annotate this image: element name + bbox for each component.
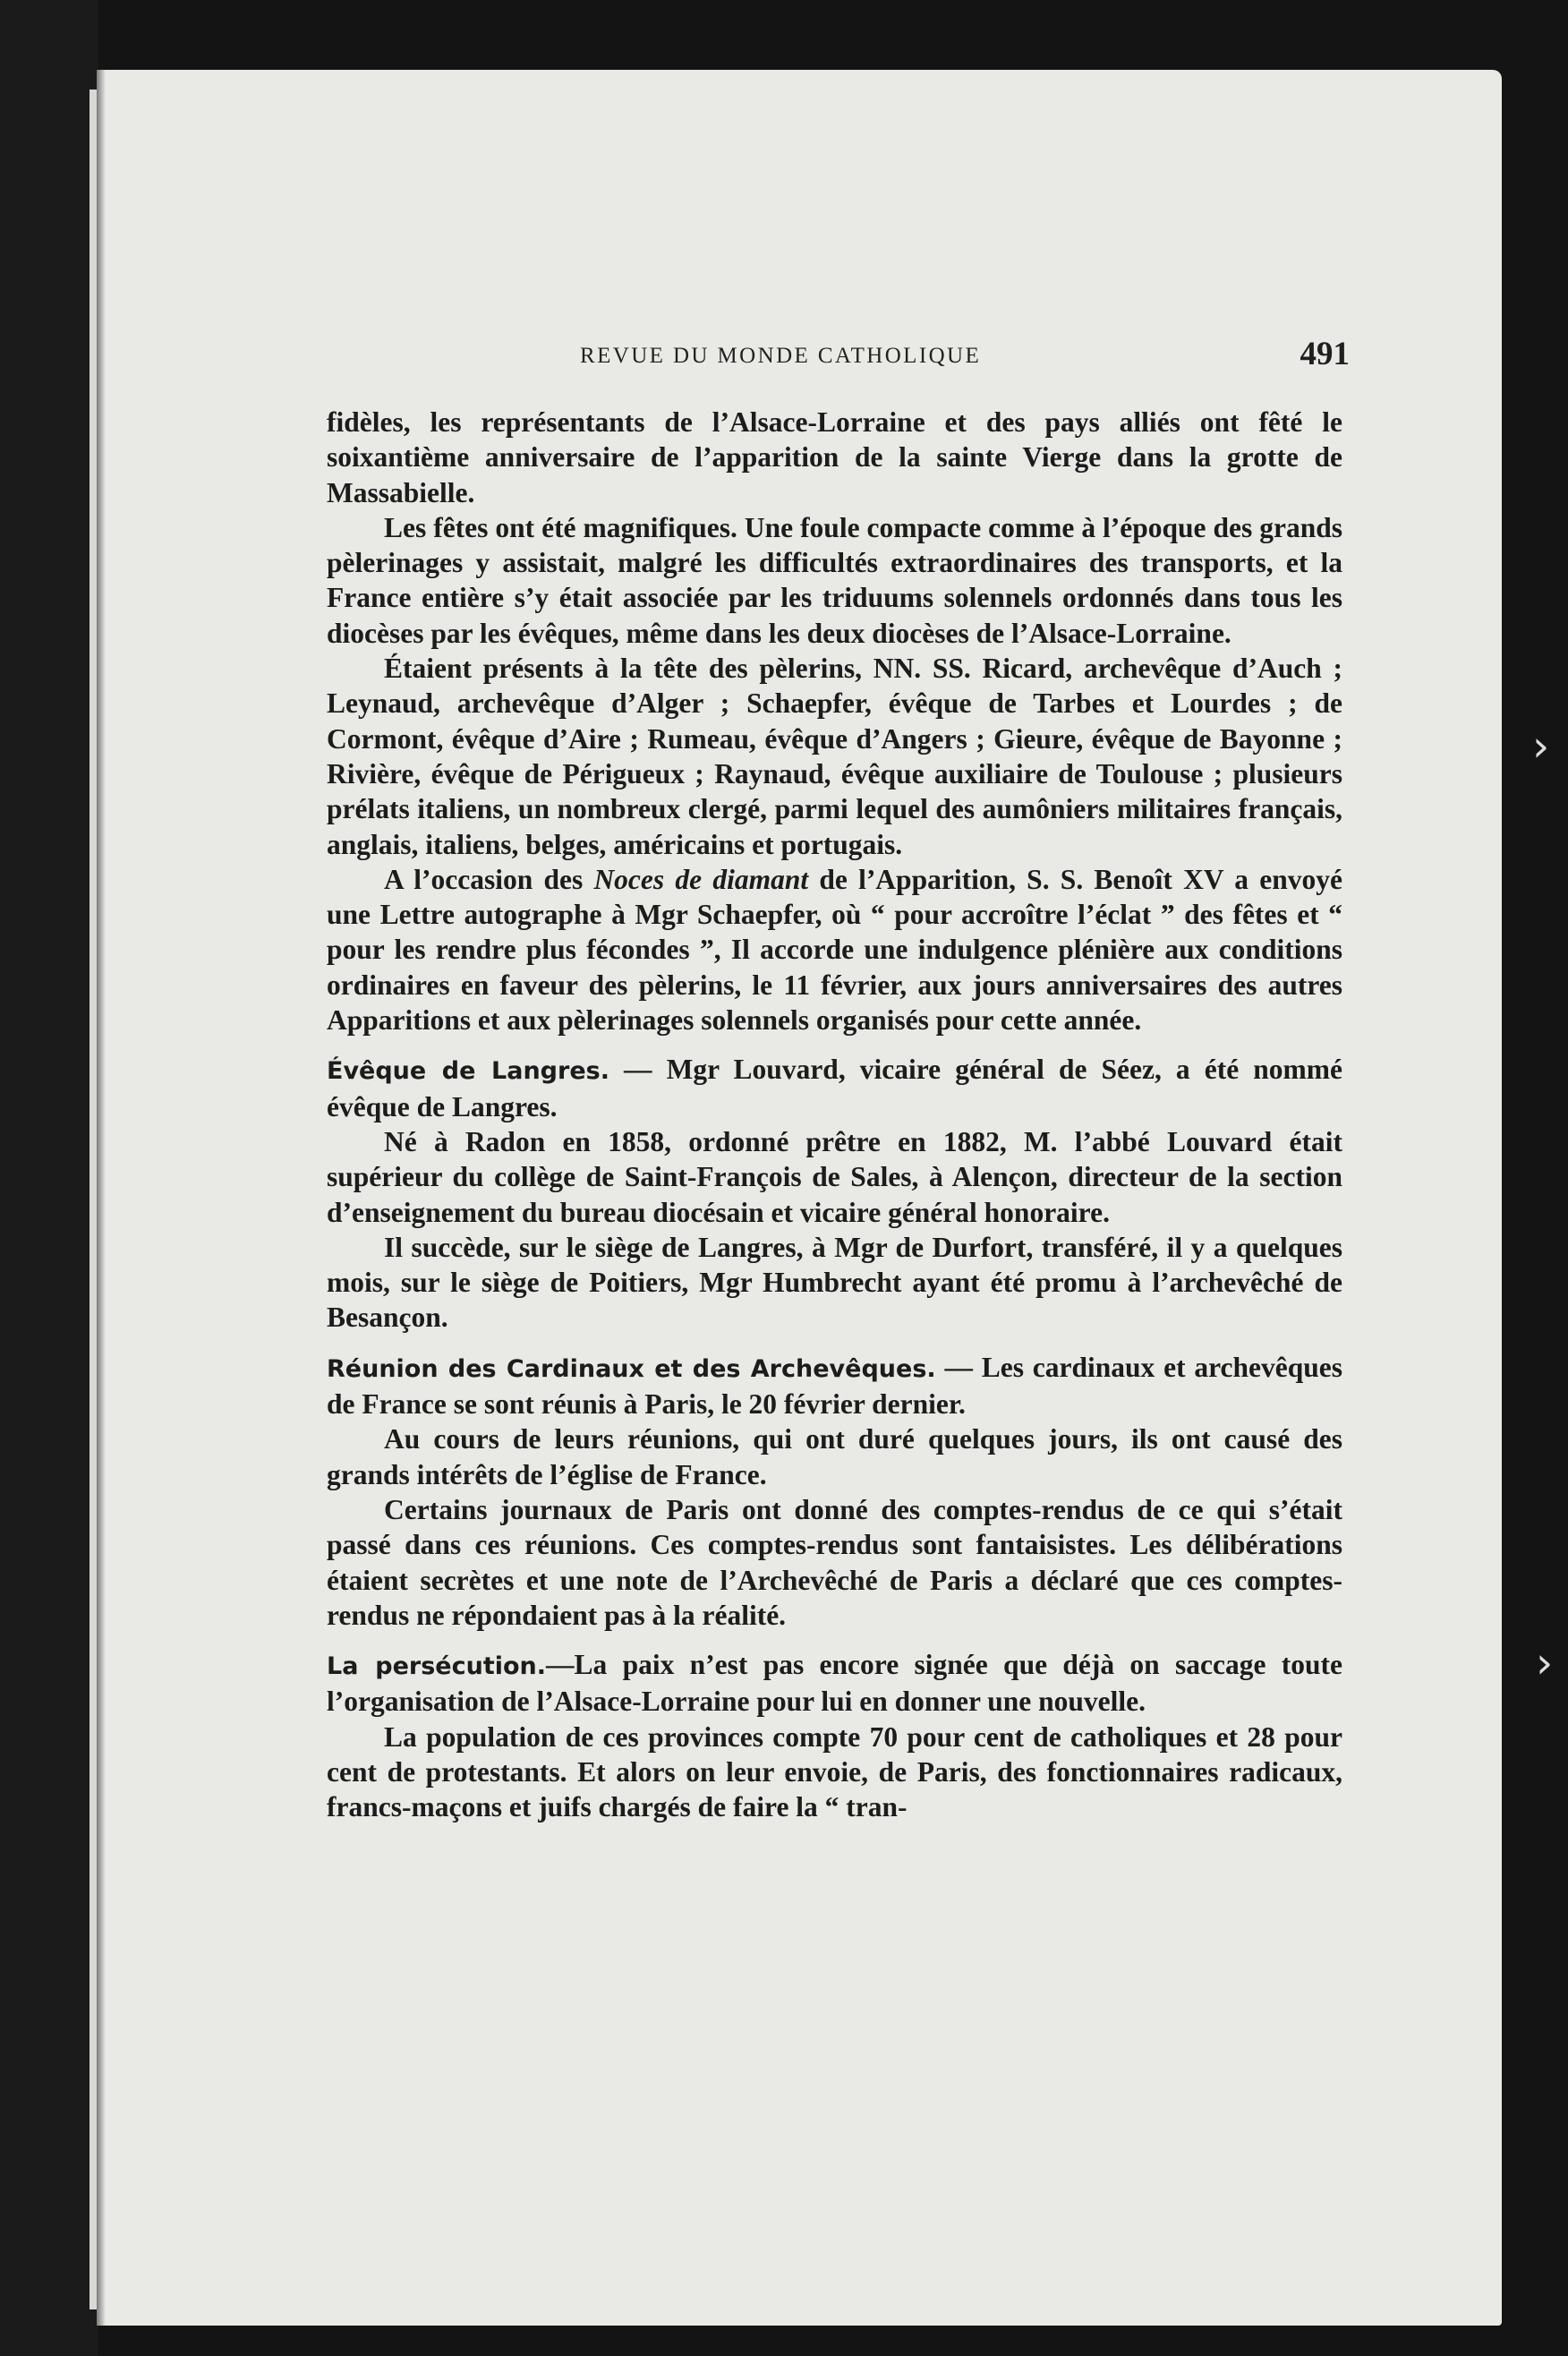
italic-noces-de-diamant: Noces de diamant	[593, 863, 809, 895]
running-title: REVUE DU MONDE CATHOLIQUE	[580, 344, 982, 368]
section-persecution	[327, 1647, 1342, 1720]
section-text-reunion: — Les cardinaux et archevêques de France se sont réunis à Paris, le 20 février dernier.	[327, 1351, 1343, 1421]
paragraph-noces	[327, 862, 1342, 1037]
section-heading-langres: Évêque de Langres.	[327, 1057, 609, 1086]
section-eveque-langres	[327, 1052, 1342, 1124]
page-number: 491	[1300, 336, 1350, 372]
paragraph-succession: Il succède, sur le siège de Langres, à Mgr de Durfort, transféré, il y a quelques mois, sur le siège de Poitiers, Mgr Humbrecht ayant été promu à l’archevêché de Besançon.	[327, 1231, 1342, 1334]
section-heading-reunion: Réunion des Cardinaux et des Archevêques.	[327, 1354, 936, 1383]
margin-mark: ›	[1532, 721, 1550, 772]
paragraph-reunions: Au cours de leurs réunions, qui ont duré quelques jours, ils ont causé des grands intérêts de l’église de France.	[327, 1423, 1342, 1490]
page-gutter-shadow	[97, 70, 106, 2326]
paragraph-pelerins: Étaient présents à la tête des pèlerins, NN. SS. Ricard, archevêque d’Auch ; Leynaud, archevêque d’Alger ; Schaepfer, évêque de Tarbes et Lourdes ; de Cormont, évêque d’Aire ; Rumeau, évêque d’Angers ; Gieure, évêque de Bayonne ; Rivière, évêque de Périgueux ; Raynaud, évêque auxiliaire de Toulouse ; plusieurs prélats italiens, un nombreux clergé, parmi lequel des aumôniers militaires français, anglais, italiens, belges, américains et portugais.	[327, 653, 1342, 860]
paragraph-fetes: Les fêtes ont été magnifiques. Une foule compacte comme à l’époque des grands pèlerinages y assistait, malgré les difficultés extraordinaires des transports, et la France entière s’y était associée par les triduums solennels ordonnés dans tous les diocèses par les évêques, même dans les deux diocèses de l’Alsace-Lorraine.	[327, 511, 1342, 649]
running-header	[580, 336, 1350, 385]
section-text-langres: — Mgr Louvard, vicaire général de Séez, a été nommé évêque de Langres.	[327, 1054, 1342, 1123]
paragraph-noces-rest: de l’Apparition, S. S. Benoît XV a envoyé une Lettre autographe à Mgr Schaepfer, où “ pour accroître l’éclat ” des fêtes et “ pour les rendre plus fécondes ”, Il accorde une indulgence plénière aux conditions ordinaires en faveur des pèlerins, le 11 février, aux jours anniversaires des autres Apparitions et aux pèlerinages solennels organisés pour cette année.	[327, 863, 1343, 1037]
paragraph-population: La population de ces provinces compte 70 pour cent de catholiques et 28 pour cent de protestants. Et alors on leur envoie, de Paris, des fonctionnaires radicaux, francs-maçons et juifs chargés de faire la “ tran-	[327, 1720, 1342, 1823]
margin-mark: ›	[1536, 1638, 1554, 1688]
paragraph-continued: fidèles, les représentants de l’Alsace-Lorraine et des pays alliés ont fêté le soixantième anniversaire de l’apparition de la sainte Vierge dans la grotte de Massabielle.	[327, 406, 1342, 508]
section-heading-persecution: La persécution.	[327, 1652, 547, 1681]
article-body	[327, 405, 1342, 1825]
book-binding	[0, 0, 98, 2356]
section-reunion-cardinaux	[327, 1350, 1342, 1422]
paragraph-comptes-rendus: Certains journaux de Paris ont donné des comptes-rendus de ce qui s’était passé dans ces réunions. Ces comptes-rendus sont fantaisistes. Les délibérations étaient secrètes et une note de l’Archevêché de Paris a déclaré que ces comptes-rendus ne répondaient pas à la réalité.	[327, 1493, 1342, 1631]
paragraph-noces-start: A l’occasion des	[384, 863, 584, 895]
section-text-persecution: —La paix n’est pas encore signée que déjà on saccage toute l’organisation de l’Alsace-Lorraine pour lui en donner une nouvelle.	[327, 1649, 1342, 1718]
paragraph-louvard: Né à Radon en 1858, ordonné prêtre en 1882, M. l’abbé Louvard était supérieur du collège de Saint-François de Sales, à Alençon, directeur de la section d’enseignement du bureau diocésain et vicaire général honoraire.	[327, 1125, 1342, 1228]
